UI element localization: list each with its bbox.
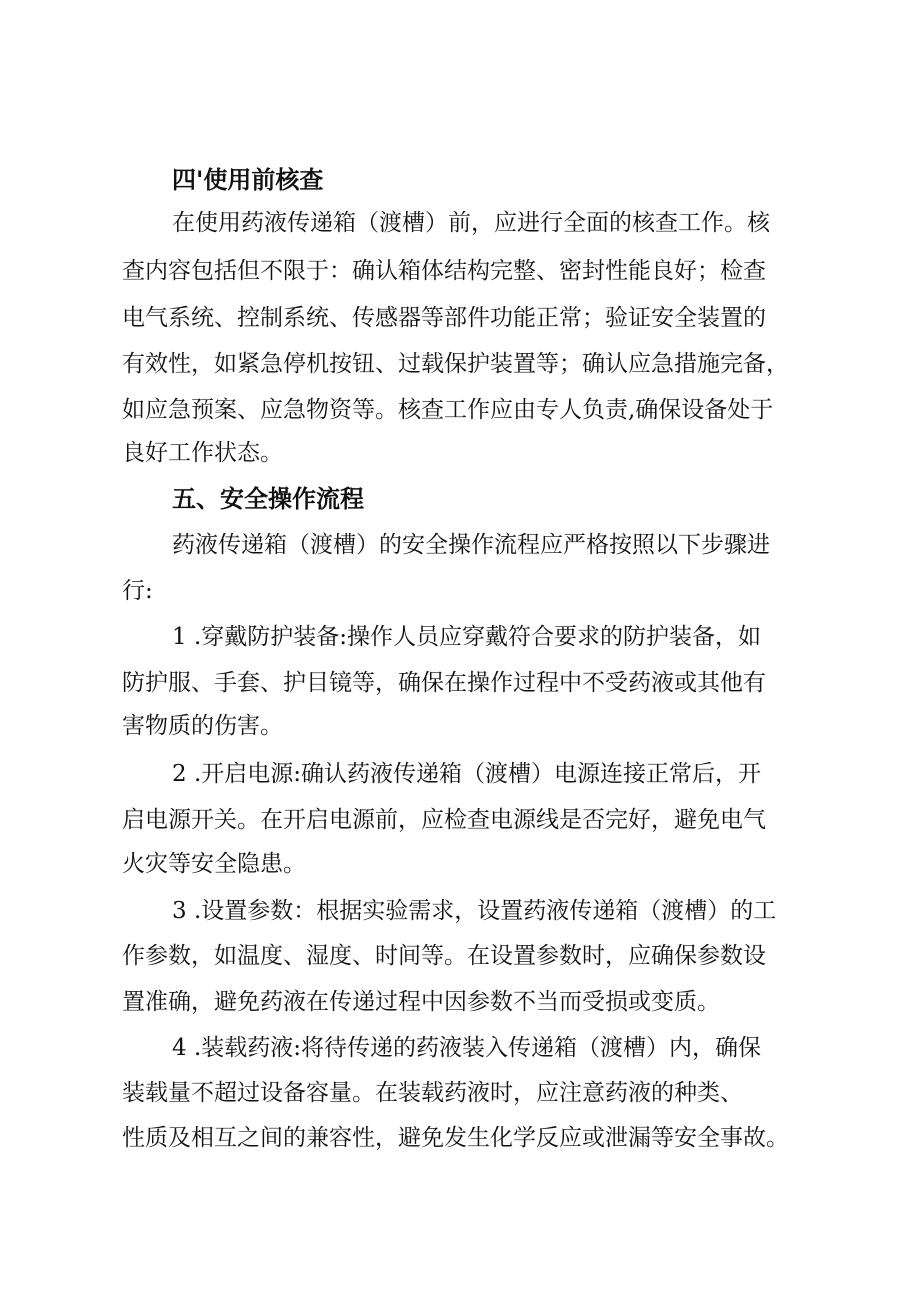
section-5-heading: 五、安全操作流程 [172, 485, 364, 513]
section-4-line: 在使用药液传递箱（渡槽）前，应进行全面的核查工作。核 [172, 210, 770, 236]
step-2-line: 启电源开关。在开启电源前，应检查电源线是否完好，避免电气 [122, 807, 766, 833]
section-4-line: 良好工作状态。 [122, 440, 283, 466]
step-2-line: 火灾等安全隐患。 [122, 851, 306, 877]
section-4-heading: 四'使用前核查 [172, 166, 324, 194]
section-5-intro-line: 药液传递箱（渡槽）的安全操作流程应严格按照以下步骤进 [172, 532, 770, 558]
section-4-line: 有效性，如紧急停机按钮、过载保护装置等；确认应急措施完备， [122, 351, 789, 377]
section-4-line: 如应急预案、应急物资等。核查工作应由专人负责,确保设备处于 [122, 397, 774, 423]
section-4-line: 电气系统、控制系统、传感器等部件功能正常；验证安全装置的 [122, 305, 766, 331]
step-4-line: 装载量不超过设备容量。在装载药液时，应注意药液的种类、 [122, 1080, 743, 1106]
step-3-line: 置准确，避免药液在传递过程中因参数不当而受损或变质。 [122, 989, 720, 1015]
step-1-line: 防护服、手套、护目镜等，确保在操作过程中不受药液或其他有 [122, 670, 766, 696]
step-3-line: 3 .设置参数：根据实验需求，设置药液传递箱（渡槽）的工 [172, 898, 777, 924]
step-4-line: 4 .装载药液:将待传递的药液装入传递箱（渡槽）内，确保 [172, 1035, 762, 1061]
step-2-line: 2 .开启电源:确认药液传递箱（渡槽）电源连接正常后，开 [172, 761, 762, 787]
section-5-intro-line: 行: [122, 578, 153, 604]
section-4-line: 查内容包括但不限于：确认箱体结构完整、密封性能良好；检查 [122, 258, 766, 284]
step-3-line: 作参数，如温度、湿度、时间等。在设置参数时，应确保参数设 [122, 943, 766, 969]
step-1-line: 1 .穿戴防护装备:操作人员应穿戴符合要求的防护装备，如 [172, 624, 762, 650]
step-1-line: 害物质的伤害。 [122, 713, 283, 739]
step-4-line: 性质及相互之间的兼容性，避免发生化学反应或泄漏等安全事故。 [122, 1125, 789, 1151]
